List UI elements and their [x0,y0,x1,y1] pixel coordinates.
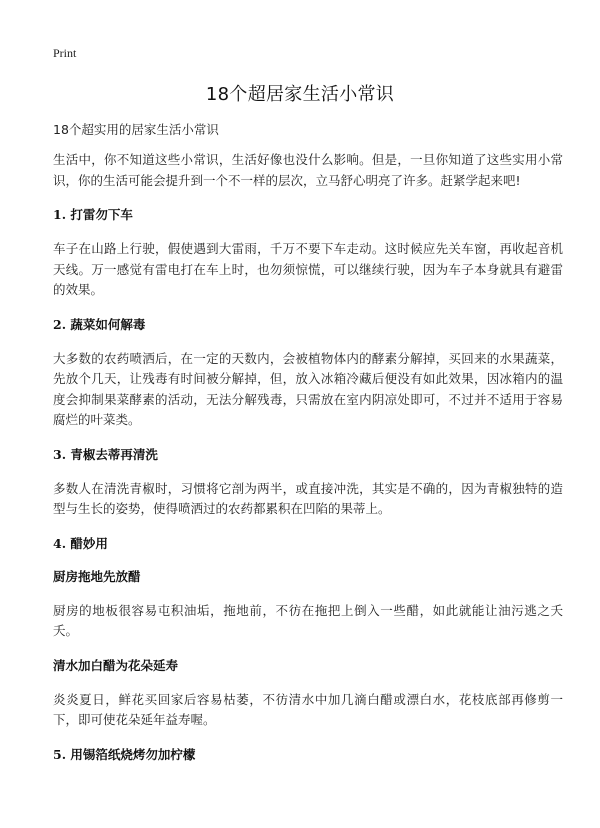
article-body [53,150,563,779]
intro-paragraph: 生活中，你不知道这些小常识，生活好像也没什么影响。但是，一旦你知道了这些实用小常识，你的生活可能会提升到一个不一样的层次，立马舒心明亮了许多。赶紧学起来吧! [53,152,563,188]
page-title: 18个超居家生活小常识 [205,84,395,105]
subheading-kitchen-floor: 厨房拖地先放醋 [53,568,141,584]
section-heading-vegetables: 2. 蔬菜如何解毒 [53,316,146,332]
paragraph-vegetables: 大多数的农药喷洒后，在一定的天数内，会被植物体内的酵素分解掉，买回来的水果蔬菜，先放个几天，让残毒有时间被分解掉，但，放入冰箱冷藏后便没有如此效果，因冰箱内的温度会抑制果菜酵素的活动，无法分解残毒，只需放在室内阴凉处即可，不过并不适用于容易腐烂的叶菜类。 [53,350,563,427]
section-heading-foil: 5. 用锡箔纸烧烤勿加柠檬 [53,746,196,762]
paragraph-pepper: 多数人在清洗青椒时，习惯将它剖为两半，或直接冲洗，其实是不确的，因为青椒独特的造型与生长的姿势，使得喷洒过的农药都累积在凹陷的果蒂上。 [53,480,563,516]
section-heading-vinegar: 4. 醋妙用 [53,535,108,551]
section-heading-thunder: 1. 打雷勿下车 [53,207,133,222]
page-subtitle: 18个超实用的居家生活小常识 [53,122,219,137]
paragraph-flowers: 炎炎夏日，鲜花买回家后容易枯萎，不彷清水中加几滴白醋或漂白水，花枝底部再修剪一下，即可使花朵延年益寿喔。 [53,691,563,727]
subheading-flowers: 清水加白醋为花朵延寿 [53,657,179,673]
section-heading-pepper: 3. 青椒去蒂再清洗 [53,446,158,462]
paragraph-kitchen-floor: 厨房的地板很容易屯积油垢，拖地前，不彷在拖把上倒入一些醋，如此就能让油污逃之夭夭。 [53,602,563,638]
paragraph-thunder: 车子在山路上行驶，假使遇到大雷雨，千万不要下车走动。这时候应先关车窗，再收起音机天线。万一感觉有雷电打在车上时，也勿须惊慌，可以继续行驶，因为车子本身就具有避雷的效果。 [53,241,563,297]
print-label: Print [53,46,77,60]
